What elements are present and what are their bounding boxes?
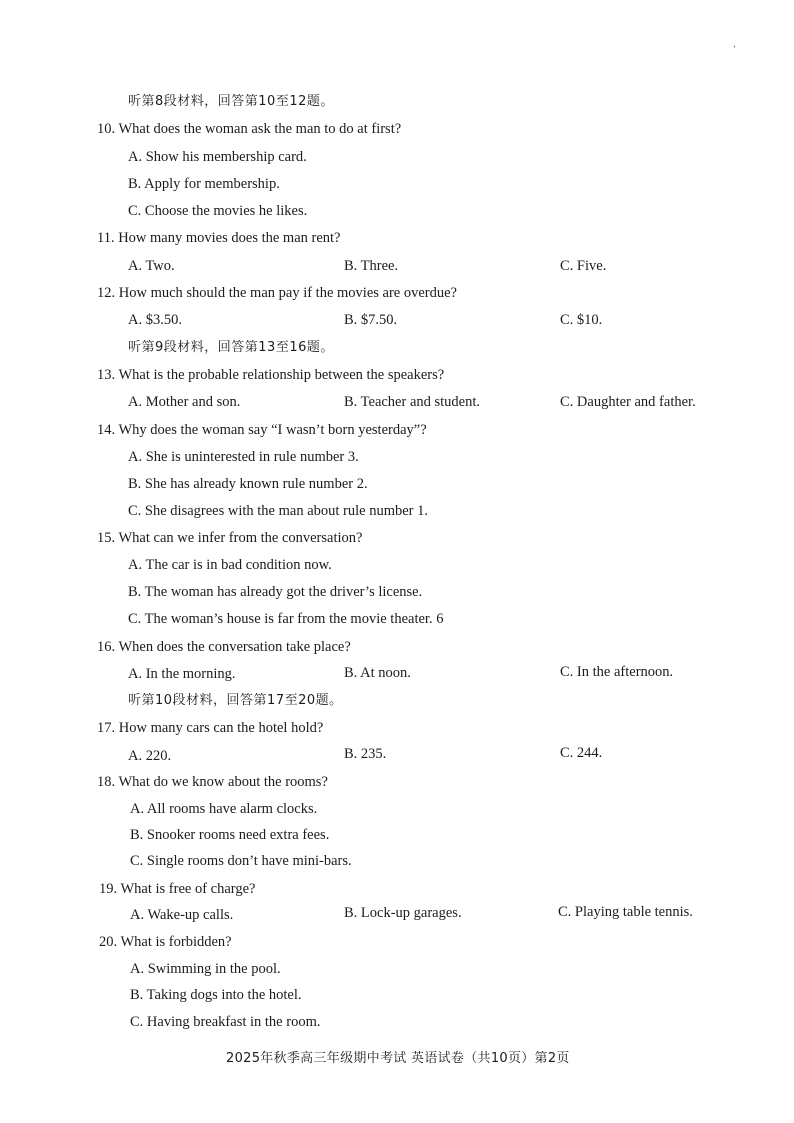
section-heading-8: 听第8段材料，回答第10至12题。 [128,94,334,109]
question-18-option-b: B. Snooker rooms need extra fees. [130,827,330,843]
question-14-stem: 14. Why does the woman say “I wasn’t born yesterday”? [97,422,427,438]
section-heading-10: 听第10段材料，回答第17至20题。 [128,693,343,708]
question-20-option-c: C. Having breakfast in the room. [130,1014,321,1030]
page-footer: 2025年秋季高三年级期中考试 英语试卷（共10页）第2页 [226,1051,570,1066]
question-11-option-b: B. Three. [344,258,399,274]
question-12-option-c: C. $10. [560,312,603,328]
question-18-option-c: C. Single rooms don’t have mini-bars. [130,853,352,869]
section-heading-9: 听第9段材料，回答第13至16题。 [128,340,334,355]
question-18-stem: 18. What do we know about the rooms? [97,774,328,790]
question-19-option-c: C. Playing table tennis. [558,904,693,920]
question-17-option-b: B. 235. [344,746,387,762]
question-16-stem: 16. When does the conversation take place? [97,639,351,655]
question-12-stem: 12. How much should the man pay if the movies are overdue? [97,285,457,301]
question-19-stem: 19. What is free of charge? [99,881,256,897]
question-12-option-a: A. $3.50. [128,312,182,328]
question-15-option-c: C. The woman’s house is far from the movie theater. 6 [128,611,444,627]
question-19-option-b: B. Lock-up garages. [344,905,462,921]
question-10-option-c: C. Choose the movies he likes. [128,203,308,219]
question-15-option-a: A. The car is in bad condition now. [128,557,332,573]
question-13-option-b: B. Teacher and student. [344,394,481,410]
corner-mark: ʼ [733,44,736,54]
question-11-option-a: A. Two. [128,258,175,274]
question-17-option-a: A. 220. [128,748,172,764]
question-13-option-c: C. Daughter and father. [560,394,696,410]
question-16-option-a: A. In the morning. [128,666,236,682]
question-10-option-a: A. Show his membership card. [128,149,307,165]
question-16-option-c: C. In the afternoon. [560,664,674,680]
question-14-option-b: B. She has already known rule number 2. [128,476,368,492]
question-15-stem: 15. What can we infer from the conversation? [97,530,363,546]
question-11-stem: 11. How many movies does the man rent? [97,230,341,246]
question-17-option-c: C. 244. [560,745,603,761]
question-10-option-b: B. Apply for membership. [128,176,280,192]
question-20-stem: 20. What is forbidden? [99,934,232,950]
question-20-option-a: A. Swimming in the pool. [130,961,281,977]
question-14-option-a: A. She is uninterested in rule number 3. [128,449,359,465]
question-15-option-b: B. The woman has already got the driver’s license. [128,584,423,600]
question-10-stem: 10. What does the woman ask the man to do at first? [97,121,402,137]
question-17-stem: 17. How many cars can the hotel hold? [97,720,324,736]
question-12-option-b: B. $7.50. [344,312,398,328]
question-19-option-a: A. Wake-up calls. [130,907,234,923]
question-13-stem: 13. What is the probable relationship between the speakers? [97,367,445,383]
question-14-option-c: C. She disagrees with the man about rule number 1. [128,503,429,519]
question-13-option-a: A. Mother and son. [128,394,241,410]
question-18-option-a: A. All rooms have alarm clocks. [130,801,318,817]
question-20-option-b: B. Taking dogs into the hotel. [130,987,302,1003]
question-16-option-b: B. At noon. [344,665,411,681]
question-11-option-c: C. Five. [560,258,607,274]
